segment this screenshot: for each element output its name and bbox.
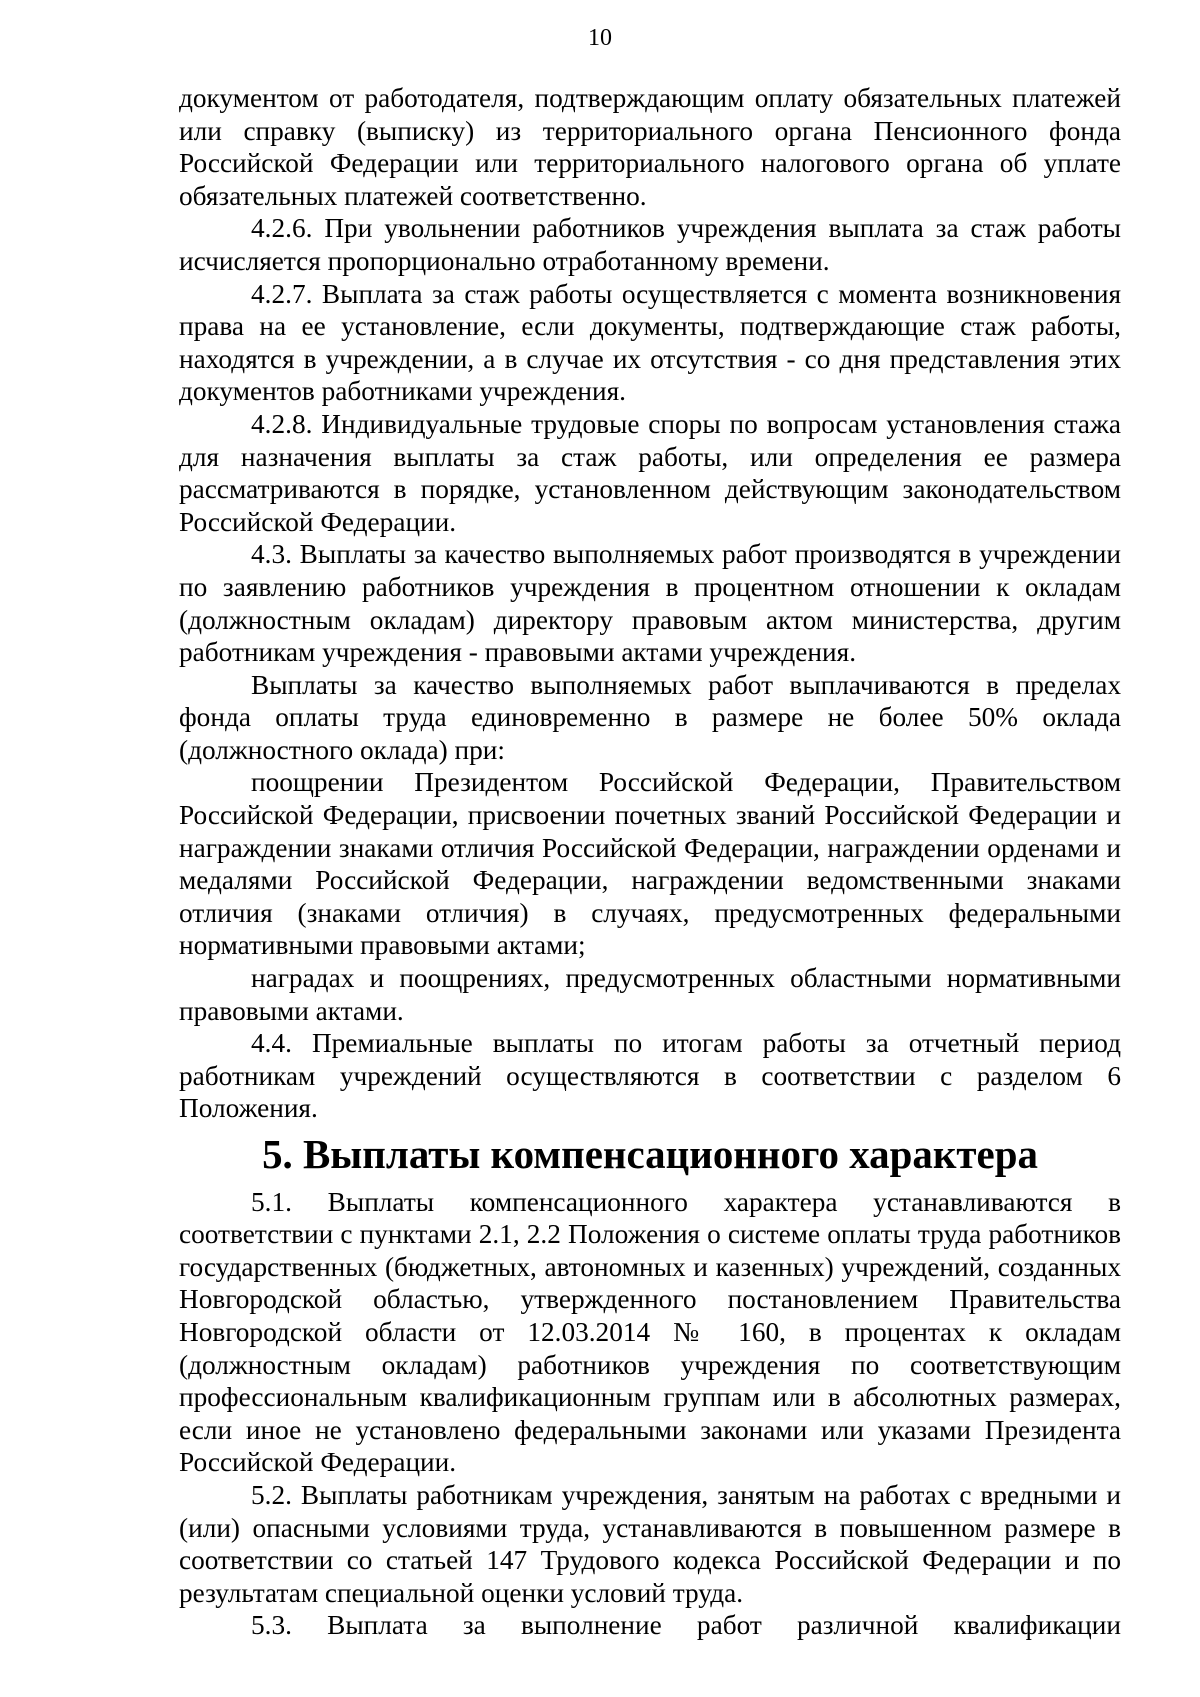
paragraph-4-3: 4.3. Выплаты за качество выполняемых работ производятся в учреждении по заявлению работников учреждения в процентном отношении к окладам (должностным окладам) директору правовым актом министерства, другим работникам учреждения - правовыми актами учреждения.	[179, 539, 1121, 668]
paragraph-continuation: документом от работодателя, подтверждающим оплату обязательных платежей или справку (выписку) из территориального органа Пенсионного фонда Российской Федерации или территориального налогового органа об уплате обязательных платежей соответственно.	[179, 83, 1121, 211]
paragraph-regional-awards: наградах и поощрениях, предусмотренных областными нормативными правовыми актами.	[179, 963, 1121, 1026]
paragraph-4-2-8: 4.2.8. Индивидуальные трудовые споры по вопросам установления стажа для назначения выплаты за стаж работы, или определения ее размера рассматриваются в порядке, установленном действующим законодательством Российской Федерации.	[179, 408, 1121, 537]
page-number: 10	[588, 25, 612, 51]
paragraph-4-2-6: 4.2.6. При увольнении работников учреждения выплата за стаж работы исчисляется пропорционально отработанному времени.	[179, 213, 1121, 276]
document-body	[179, 82, 1121, 1642]
paragraph-4-4: 4.4. Премиальные выплаты по итогам работы за отчетный период работникам учреждений осуществляются в соответствии с разделом 6 Положения.	[179, 1028, 1121, 1124]
paragraph-quality-payments: Выплаты за качество выполняемых работ выплачиваются в пределах фонда оплаты труда единовременно в размере не более 50% оклада (должностного оклада) при:	[179, 669, 1121, 765]
section-heading: 5. Выплаты компенсационного характера	[262, 1132, 1038, 1177]
paragraph-5-3: 5.3. Выплата за выполнение работ различной квалификации	[251, 1610, 1121, 1641]
paragraph-5-2: 5.2. Выплаты работникам учреждения, занятым на работах с вредными и (или) опасными условиями труда, устанавливаются в повышенном размере в соответствии со статьей 147 Трудового кодекса Российской Федерации и по результатам специальной оценки условий труда.	[179, 1479, 1121, 1608]
paragraph-4-2-7: 4.2.7. Выплата за стаж работы осуществляется с момента возникновения права на ее установление, если документы, подтверждающие стаж работы, находятся в учреждении, а в случае их отсутствия - со дня представления этих документов работниками учреждения.	[179, 278, 1121, 407]
paragraph-5-1: 5.1. Выплаты компенсационного характера устанавливаются в соответствии с пунктами 2.1, 2.2 Положения о системе оплаты труда работников государственных (бюджетных, автономных и казенных) учреждений, созданных Новгородской областью, утвержденного постановлением Правительства Новгородской области от 12.03.2014 № 160, в процентах к окладам (должностным окладам) работников учреждения по соответствующим профессиональным квалификационным группам или в абсолютных размерах, если иное не установлено федеральными законами или указами Президента Российской Федерации.	[179, 1186, 1121, 1478]
paragraph-federal-awards: поощрении Президентом Российской Федерации, Правительством Российской Федерации, присвоении почетных званий Российской Федерации и награждении знаками отличия Российской Федерации, награждении орденами и медалями Российской Федерации, награждении ведомственными знаками отличия (знаками отличия) в случаях, предусмотренных федеральными нормативными правовыми актами;	[179, 767, 1121, 961]
